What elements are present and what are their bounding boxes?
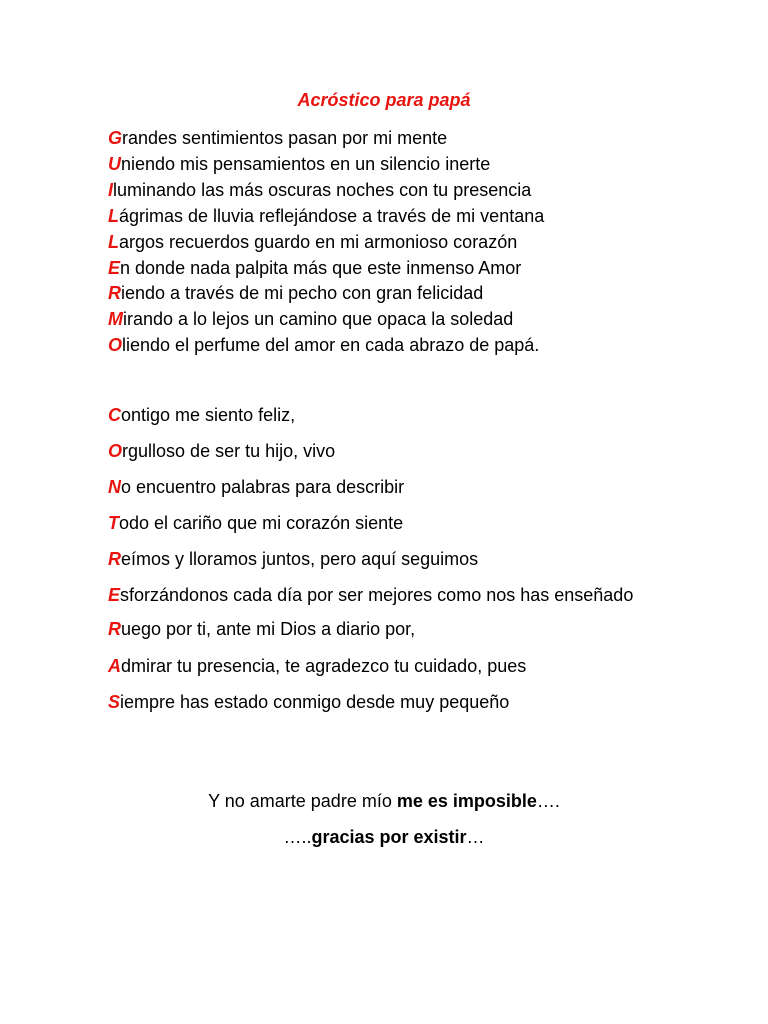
acrostic-initial: E	[108, 585, 121, 606]
line-text: uego por ti, ante mi Dios a diario por,	[121, 619, 416, 640]
acrostic-initial: U	[108, 153, 121, 174]
closing-line-2	[0, 827, 768, 848]
line-text: niendo mis pensamientos en un silencio inerte	[121, 153, 491, 174]
acrostic-initial: S	[108, 691, 121, 712]
line-text: ontigo me siento feliz,	[121, 405, 296, 425]
closing-emphasis: gracias por existir	[311, 827, 467, 847]
poem-line	[108, 618, 661, 640]
line-text: iempre has estado conmigo desde muy pequeño	[120, 691, 510, 712]
acrostic-initial: G	[108, 128, 123, 148]
acrostic-initial: M	[108, 309, 123, 330]
line-text: iendo a través de mi pecho con gran felicidad	[121, 283, 484, 304]
poem-line	[108, 655, 661, 677]
poem-line	[108, 404, 661, 426]
acrostic-initial: T	[108, 513, 119, 534]
poem-line	[108, 333, 668, 359]
poem-line	[108, 126, 668, 152]
closing-emphasis: me es imposible	[396, 791, 537, 811]
line-text: liendo el perfume del amor en cada abrazo de papá.	[122, 335, 540, 356]
closing-ellipsis: …..	[283, 827, 312, 847]
line-text: irando a lo lejos un camino que opaca la soledad	[123, 309, 514, 330]
line-text: ágrimas de lluvia reflejándose a través de mi ventana	[119, 205, 545, 226]
line-text: n donde nada palpita más que este inmenso Amor	[120, 257, 522, 278]
poem-line	[108, 204, 668, 230]
poem-line	[108, 691, 661, 713]
line-text: o encuentro palabras para describir	[121, 477, 405, 498]
line-text: eímos y lloramos juntos, pero aquí seguimos	[121, 549, 479, 570]
line-text: sforzándonos cada día por ser mejores como nos has enseñado	[120, 585, 634, 606]
acrostic-initial: E	[108, 257, 121, 278]
acrostic-initial: R	[108, 619, 121, 640]
poem-line	[108, 584, 661, 606]
line-text: rgulloso de ser tu hijo, vivo	[122, 441, 336, 462]
poem-line	[108, 476, 661, 498]
line-text: luminando las más oscuras noches con tu presencia	[113, 179, 532, 200]
poem-title: Acróstico para papá	[297, 90, 471, 110]
acrostic-initial: O	[108, 441, 123, 462]
poem-line	[108, 256, 668, 282]
acrostic-initial: I	[108, 179, 114, 200]
poem-line	[108, 230, 668, 256]
poem-line	[108, 440, 661, 462]
poem-line	[108, 281, 668, 307]
acrostic-initial: O	[108, 335, 123, 356]
poem-line	[108, 152, 668, 178]
line-text: randes sentimientos pasan por mi mente	[122, 128, 448, 148]
acrostic-initial: R	[108, 549, 121, 570]
line-text: argos recuerdos guardo en mi armonioso corazón	[119, 231, 518, 252]
acrostic-initial: L	[108, 231, 119, 252]
acrostic-stanza-contreras	[108, 404, 661, 727]
line-text: odo el cariño que mi corazón siente	[119, 513, 404, 534]
acrostic-stanza-guillermo	[108, 126, 668, 359]
closing-text: Y no amarte padre mío	[208, 791, 397, 811]
closing-line-1	[0, 791, 768, 812]
acrostic-initial: R	[108, 283, 121, 304]
poem-line	[108, 178, 668, 204]
line-text: dmirar tu presencia, te agradezco tu cuidado, pues	[121, 655, 527, 676]
acrostic-initial: N	[108, 477, 121, 498]
closing-ellipsis: ….	[536, 791, 560, 811]
poem-line	[108, 512, 661, 534]
acrostic-initial: L	[108, 205, 119, 226]
poem-line	[108, 548, 661, 570]
poem-line	[108, 307, 668, 333]
closing-ellipsis: …	[466, 827, 485, 847]
acrostic-initial: A	[108, 655, 121, 676]
acrostic-initial: C	[108, 405, 121, 425]
